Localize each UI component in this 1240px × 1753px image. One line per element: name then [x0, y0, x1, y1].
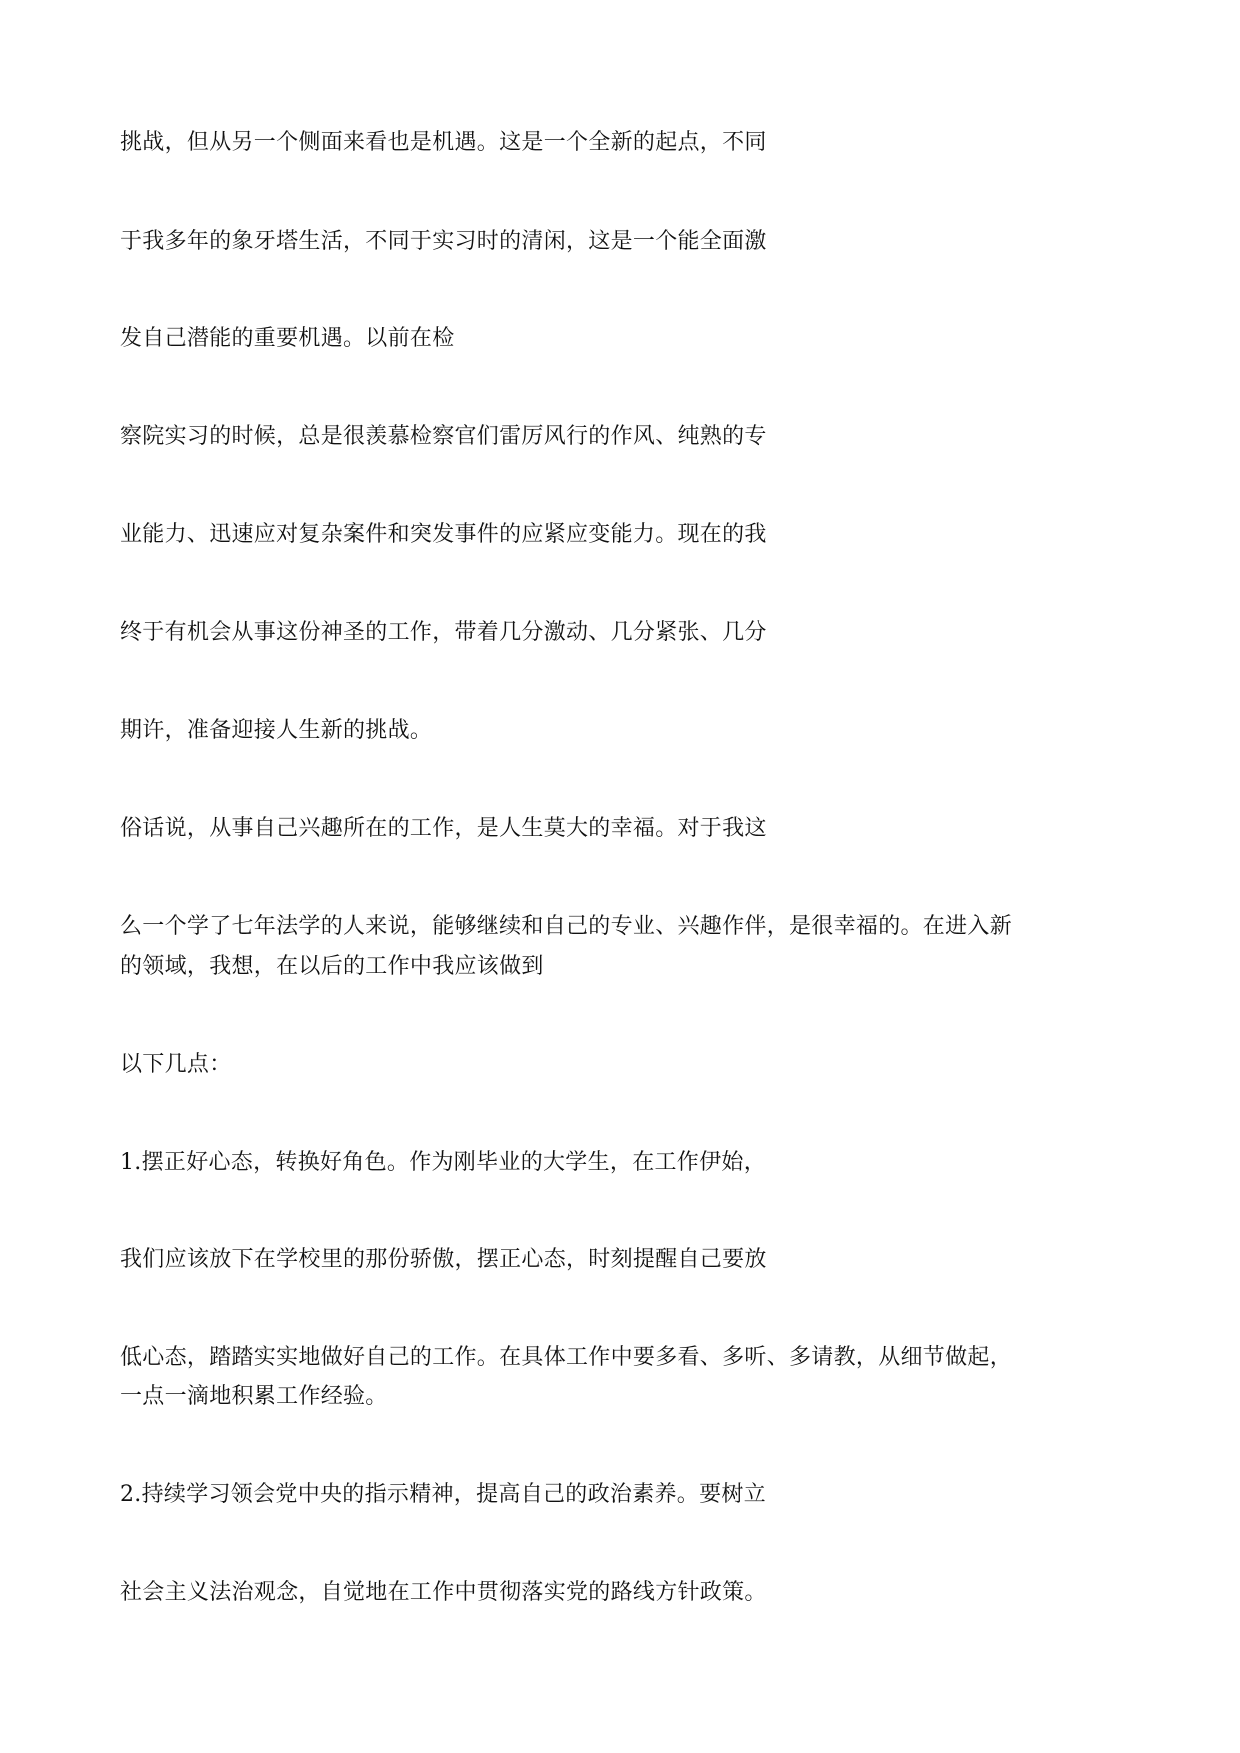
text-line: 期许，准备迎接人生新的挑战。: [120, 718, 433, 743]
text-line: 俗话说，从事自己兴趣所在的工作，是人生莫大的幸福。对于我这: [120, 816, 767, 841]
list-item-1-line: 1.摆正好心态，转换好角色。作为刚毕业的大学生，在工作伊始，: [120, 1150, 766, 1175]
text-line: 的领域，我想，在以后的工作中我应该做到: [120, 954, 544, 979]
text-line: 我们应该放下在学校里的那份骄傲，摆正心态，时刻提醒自己要放: [120, 1247, 767, 1272]
text-line: 一点一滴地积累工作经验。: [120, 1384, 388, 1409]
list-item-2-line: 2.持续学习领会党中央的指示精神，提高自己的政治素养。要树立: [120, 1482, 766, 1507]
text-line: 么一个学了七年法学的人来说，能够继续和自己的专业、兴趣作伴，是很幸福的。在进入新: [120, 914, 1013, 939]
text-line: 以下几点：: [120, 1052, 232, 1077]
text-line: 低心态，踏踏实实地做好自己的工作。在具体工作中要多看、多听、多请教，从细节做起，: [120, 1345, 1013, 1370]
text-line: 察院实习的时候，总是很羡慕检察官们雷厉风行的作风、纯熟的专: [120, 424, 767, 449]
text-line: 挑战，但从另一个侧面来看也是机遇。这是一个全新的起点，不同: [120, 130, 767, 155]
text-line: 于我多年的象牙塔生活，不同于实习时的清闲，这是一个能全面激: [120, 229, 767, 254]
text-line: 业能力、迅速应对复杂案件和突发事件的应紧应变能力。现在的我: [120, 522, 767, 547]
text-line: 终于有机会从事这份神圣的工作，带着几分激动、几分紧张、几分: [120, 620, 767, 645]
text-line: 发自己潜能的重要机遇。以前在检: [120, 326, 455, 351]
text-line: 社会主义法治观念，自觉地在工作中贯彻落实党的路线方针政策。: [120, 1580, 767, 1605]
